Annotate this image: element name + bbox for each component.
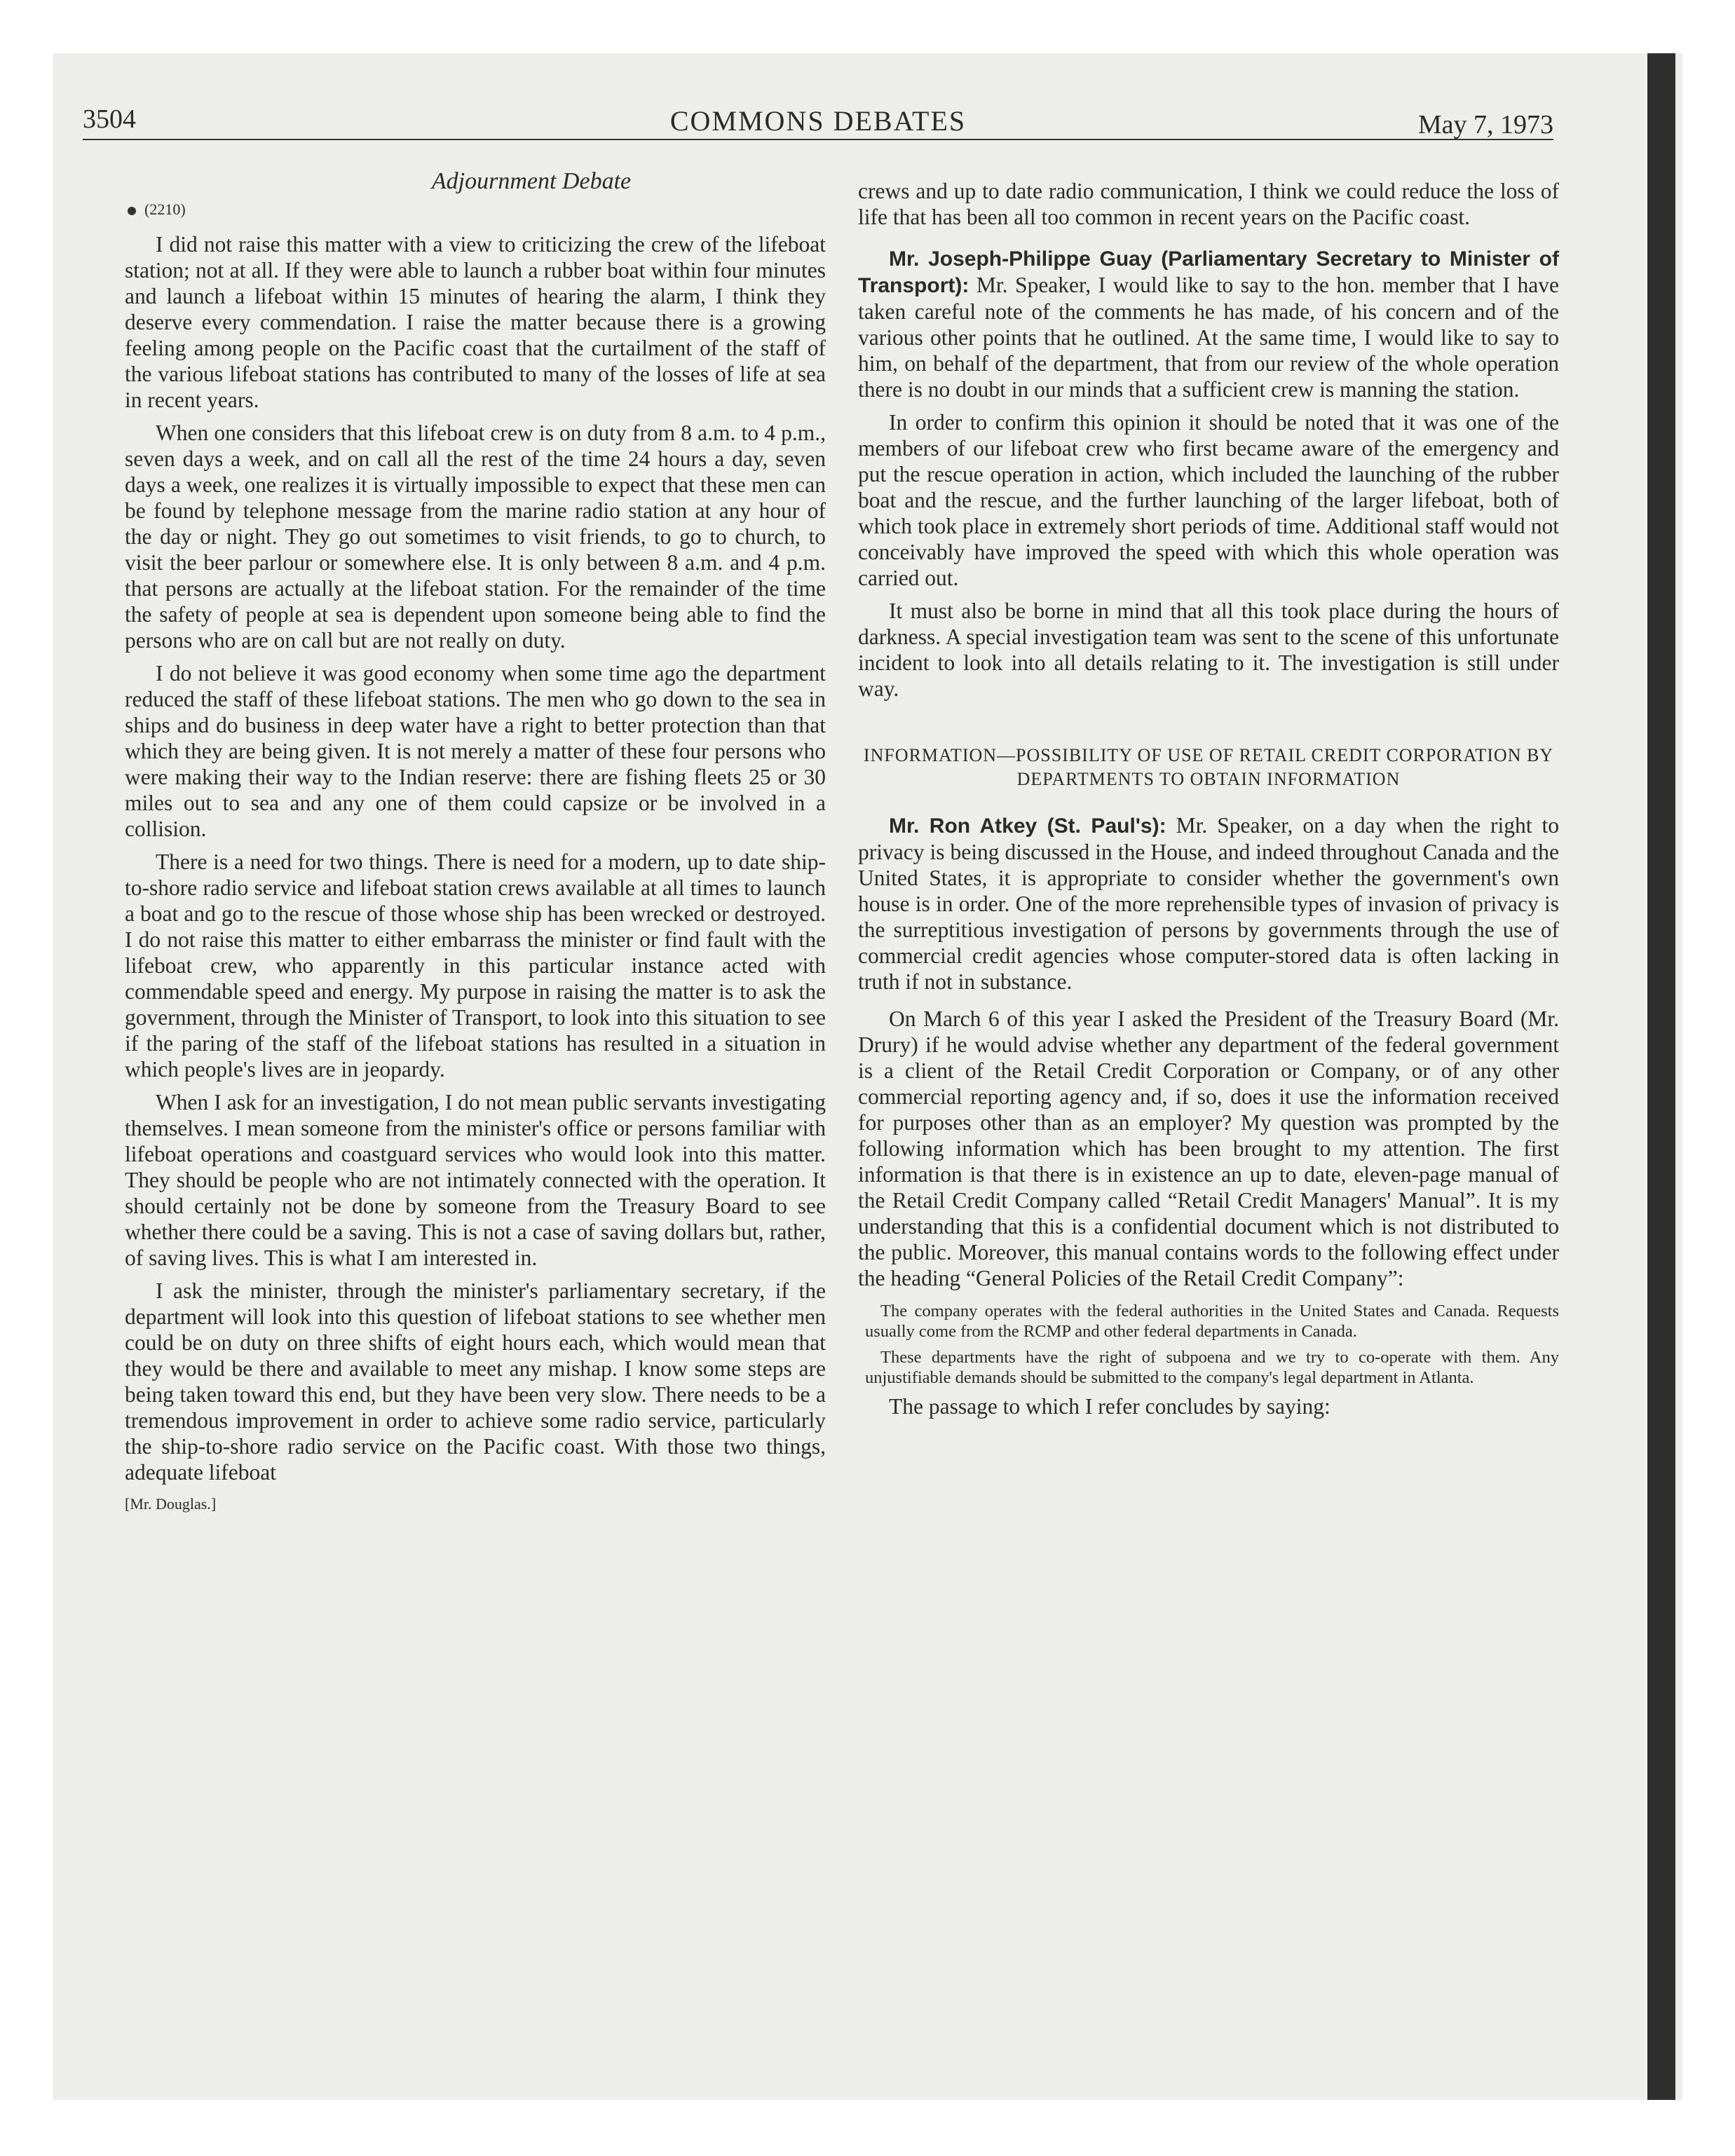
- paragraph: I ask the minister, through the minister's parliamentary secretary, if the department will look into this question of lifeboat stations to see whether men could be on duty on three shifts of eight hours each, which would mean that they would be there and available to meet any mishap. I know some steps are being taken toward this end, but they have been very slow. There needs to be a tremendous improvement in order to achieve some radio service, particularly the ship-to-shore radio service on the Pacific coast. With those two things, adequate lifeboat: [125, 1278, 826, 1485]
- section-heading: INFORMATION—POSSIBILITY OF USE OF RETAIL CREDIT CORPORATION BY DEPARTMENTS TO OBTAIN INFORMATION: [863, 745, 1554, 789]
- page-header: [83, 90, 1553, 140]
- publication-title: COMMONS DEBATES: [669, 105, 967, 137]
- paragraph: In order to confirm this opinion it should be noted that it was one of the members of our lifeboat crew who first became aware of the emergency and put the rescue operation in action, which included the launching of the rubber boat and the rescue, and the further launching of the larger lifeboat, both of which took place in extremely short periods of time. Additional staff would not conceivably have improved the speed with which this whole operation was carried out.: [858, 410, 1559, 590]
- paragraph: When one considers that this lifeboat crew is on duty from 8 a.m. to 4 p.m., seven days a week, and on call all the rest of the time 24 hours a day, seven days a week, one realizes it is virtually impossible to expect that these men can be found by telephone message from the marine radio station at any hour of the day or night. They go out sometimes to visit friends, to go to church, to visit the beer parlour or somewhere else. It is only between 8 a.m. and 4 p.m. that persons are actually at the lifeboat station. For the remainder of the time the safety of people at sea is dependent upon someone being able to find the persons who are on call but are not really on duty.: [125, 421, 826, 653]
- left-column: [125, 168, 826, 1513]
- speaker-footnote: [Mr. Douglas.]: [125, 1495, 217, 1513]
- quotation: These departments have the right of subpoena and we try to co-operate with them. Any unjustifiable demands should be submitted to the company's legal department in Atlanta.: [865, 1348, 1559, 1387]
- paragraph: There is a need for two things. There is need for a modern, up to date ship-to-shore radio service and lifeboat station crews available at all times to launch a boat and go to the rescue of those whose ship has been wrecked or destroyed. I do not raise this matter to either embarrass the minister or find fault with the lifeboat crew, who apparently in this particular instance acted with commendable speed and energy. My purpose in raising the matter is to ask the government, through the Minister of Transport, to look into this situation to see if the paring of the staff of the lifeboat stations has resulted in a situation in which people's lives are in jeopardy.: [125, 850, 826, 1082]
- paragraph: It must also be borne in mind that all this took place during the hours of darkness. A special investigation team was sent to the scene of this unfortunate incident to look into all details relating to it. The investigation is still under way.: [858, 599, 1559, 701]
- scan-edge: [1647, 53, 1675, 2100]
- speaker-name: Mr. Ron Atkey (St. Paul's):: [889, 814, 1166, 838]
- paragraph: On March 6 of this year I asked the President of the Treasury Board (Mr. Drury) if he would advise whether any department of the federal government is a client of the Retail Credit Corporation or Company, or of any other commercial reporting agency and, if so, does it use the information received for purposes other than as an employer? My question was prompted by the following information which has been brought to my attention. The first information is that there is in existence an up to date, eleven-page manual of the Retail Credit Company called “Retail Credit Managers' Manual”. It is my understanding that this is a confidential document which is not distributed to the public. Moreover, this manual contains words to the following effect under the heading “General Policies of the Retail Credit Company”:: [858, 1007, 1559, 1290]
- paragraph: The passage to which I refer concludes by saying:: [889, 1394, 1331, 1419]
- right-column: [858, 178, 1559, 1426]
- time-marker-text: (2210): [144, 200, 186, 218]
- speaker-name: Mr. Joseph-Philippe Guay (Parliamentary Secretary to Minister of Transport):: [858, 247, 1559, 297]
- bullet-icon: [128, 207, 136, 215]
- publication-date: May 7, 1973: [1417, 110, 1553, 139]
- quotation: The company operates with the federal authorities in the United States and Canada. Requests usually come from the RCMP and other federal departments in Canada.: [865, 1302, 1559, 1341]
- paragraph: I did not raise this matter with a view to criticizing the crew of the lifeboat station; not at all. If they were able to launch a rubber boat within four minutes and launch a lifeboat within 15 minutes of hearing the alarm, I think they deserve every commendation. I raise the matter because there is a growing feeling among people on the Pacific coast that the curtailment of the staff of the various lifeboat stations has contributed to many of the losses of life at sea in recent years.: [125, 232, 826, 412]
- paragraph-continuation: crews and up to date radio communication, I think we could reduce the loss of life that has been all too common in recent years on the Pacific coast.: [858, 179, 1559, 229]
- speaker-paragraph: [858, 812, 1559, 995]
- page-number: 3504: [83, 104, 136, 134]
- time-marker: [128, 200, 826, 219]
- speaker-text: Mr. Speaker, on a day when the right to privacy is being discussed in the House, and indeed throughout Canada and the United States, it is appropriate to consider whether the government's own house is in order. One of the more reprehensible types of invasion of privacy is the surreptitious investigation of persons by governments through the use of commercial credit agencies whose computer-stored data is often lacking in truth if not in substance.: [858, 813, 1560, 994]
- speaker-text: Mr. Speaker, I would like to say to the hon. member that I have taken careful note of the comments he has made, of his concern and of the various other points that he outlined. At the same time, I would like to say to him, on behalf of the department, that from our review of the whole operation there is no doubt in our minds that a sufficient crew is manning the station.: [858, 273, 1560, 402]
- speaker-paragraph: [858, 245, 1559, 402]
- paragraph: When I ask for an investigation, I do not mean public servants investigating themselves. I mean someone from the minister's office or persons familiar with lifeboat operations and coastguard services who would look into this matter. They should be people who are not intimately connected with the operation. It should certainly not be done by someone from the Treasury Board to see whether there could be a saving. This is not a case of saving dollars but, rather, of saving lives. This is what I am interested in.: [125, 1090, 826, 1270]
- paragraph: I do not believe it was good economy when some time ago the department reduced the staff of these lifeboat stations. The men who go down to the sea in ships and do business in deep water have a right to better protection than that which they are being given. It is not merely a matter of these four persons who were making their way to the Indian reserve: there are fishing fleets 25 or 30 miles out to sea and any one of them could capsize or be involved in a collision.: [125, 661, 826, 841]
- section-title: Adjournment Debate: [431, 168, 632, 194]
